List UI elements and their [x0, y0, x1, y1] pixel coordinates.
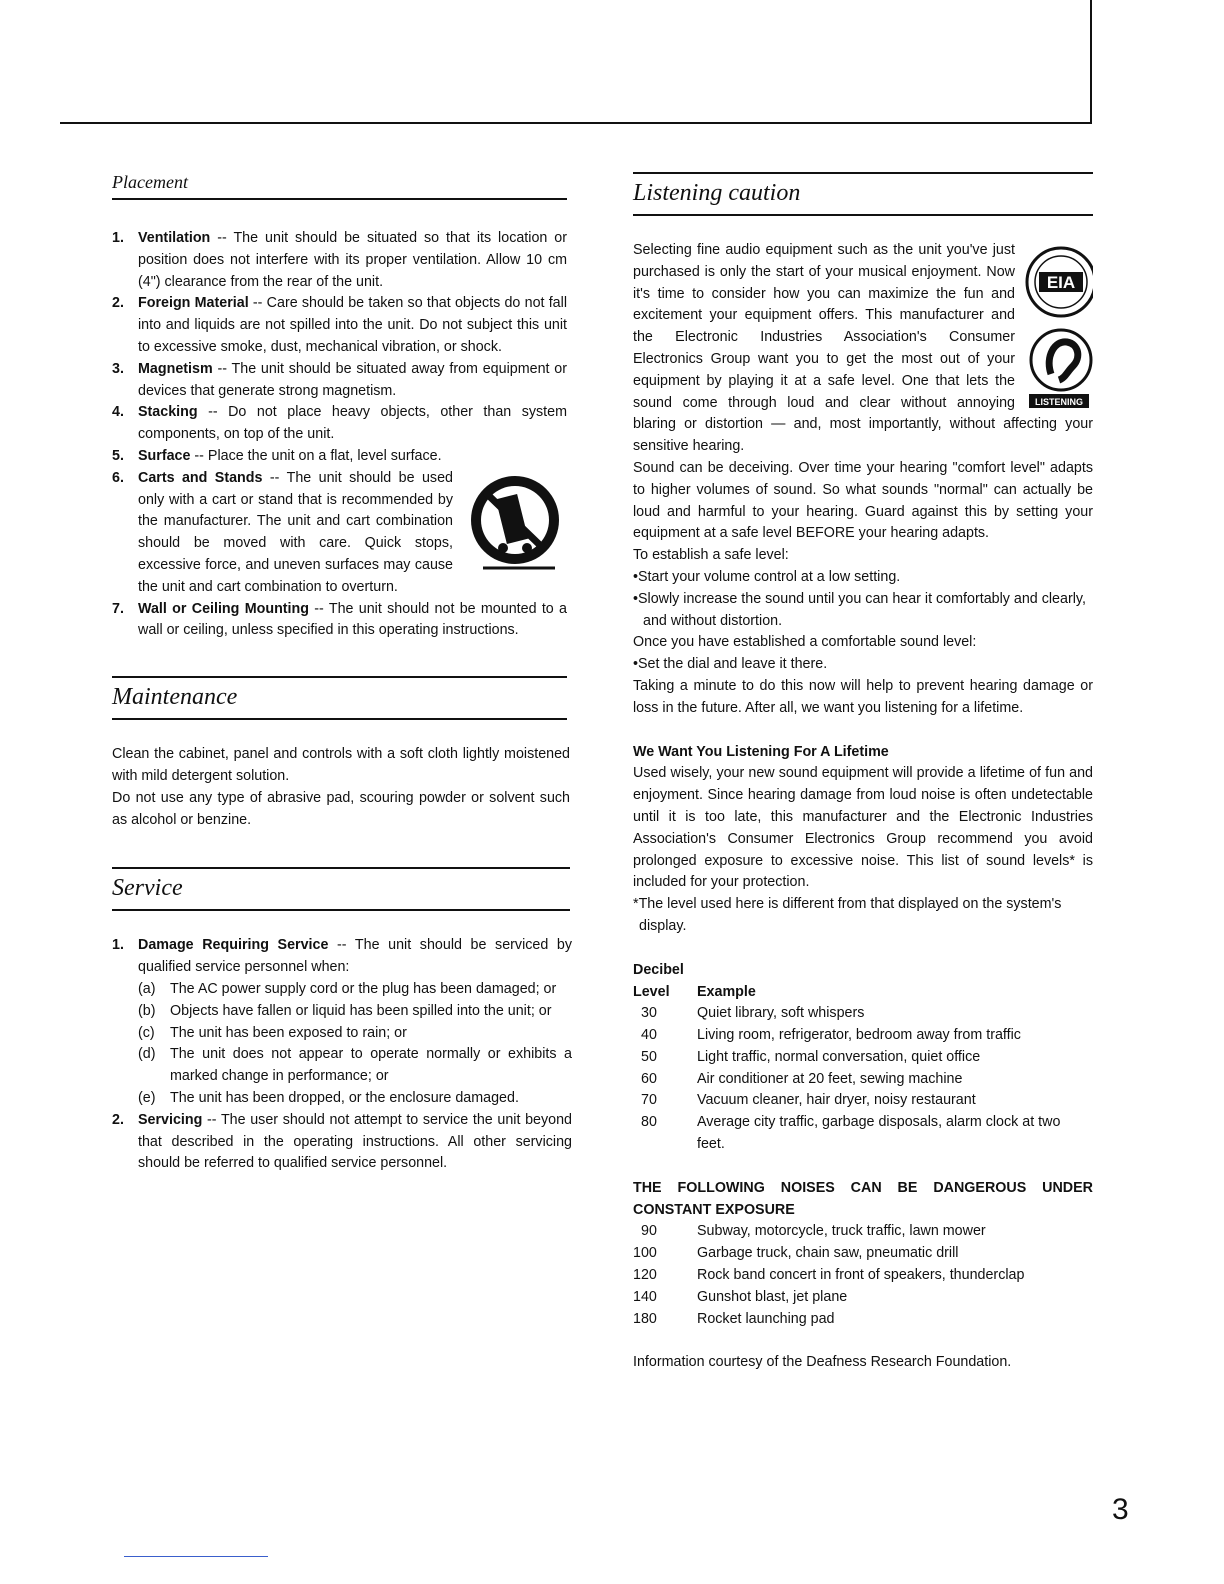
decibel-table — [633, 982, 1092, 1156]
table-row: 70 Vacuum cleaner, hair dryer, noisy restaurant — [641, 1092, 976, 1109]
placement-heading — [112, 170, 567, 200]
lifetime-heading: We Want You Listening For A Lifetime — [633, 743, 889, 760]
listening-heading — [633, 172, 1093, 216]
placement-item: 2. Foreign Material -- Care should be taken so that objects do not fall into and liquids are not spilled into the unit. Do not subject this unit to excessive smoke, dust, mechanical vibration, or shock. — [112, 295, 567, 355]
placement-item: 3. Magnetism -- The unit should be situated away from equipment or devices that generate strong magnetism. — [112, 360, 567, 399]
service-sublist — [138, 979, 572, 1110]
table-row: 60 Air conditioner at 20 feet, sewing machine — [641, 1070, 963, 1087]
table-row: 100 Garbage truck, chain saw, pneumatic drill — [633, 1245, 959, 1262]
listening-body — [633, 240, 1093, 1374]
maintenance-body — [112, 744, 570, 831]
bullet-item: •Start your volume control at a low setting. — [633, 568, 901, 585]
maintenance-heading — [112, 676, 567, 720]
placement-item: 1. Ventilation -- The unit should be situated so that its location or position does not interfere with its proper ventilation. Allow 10 cm (4") clearance from the rear of the unit. — [112, 230, 567, 290]
listening-ear-logo-icon — [1025, 326, 1093, 412]
dangerous-table — [633, 1221, 1024, 1330]
listening-title: Listening caution — [633, 180, 801, 206]
bottom-line — [124, 1556, 268, 1557]
table-row: 180 Rocket launching pad — [633, 1310, 835, 1327]
table-row: 80 Average city traffic, garbage disposals, alarm clock at two feet. — [641, 1114, 1061, 1153]
bullet-item: •Set the dial and leave it there. — [633, 656, 828, 673]
service-item: 2. Servicing -- The user should not attempt to service the unit beyond that described in the operating instructions. All other servicing should be referred to qualified service personnel. — [112, 1111, 572, 1172]
page-number: 3 — [1112, 1493, 1129, 1526]
service-subitem: (b) Objects have fallen or liquid has been spilled into the unit; or — [138, 1002, 552, 1019]
bullet-item: •Slowly increase the sound until you can hear it comfortably and clearly, and without distortion. — [633, 590, 1086, 629]
service-list — [112, 935, 572, 1175]
lifetime-text: Used wisely, your new sound equipment will provide a lifetime of fun and enjoyment. Since hearing damage from loud noise is often undetectable until it is too late, this manufacturer and the Electronic Industries Association's Consumer Electronics Group recommend you avoid prolonged exposure to excessive noise. This list of sound levels* is included for your protection. — [633, 765, 1093, 891]
cart-warning-icon — [463, 472, 567, 572]
table-row: 140 Gunshot blast, jet plane — [633, 1288, 848, 1305]
listening-intro: Selecting fine audio equipment such as the unit you've just purchased is only the start of your musical enjoyment. Now it's time to consider how you can maximize the fun and excitement your equipment offers. This manufacturer and the Electronic Industries Association's Consumer Electronics Group want you to get the most out of your equipment by playing it at a safe level. One that lets the sound come through loud and clear without annoying blaring or distortion — and, most importantly, without affecting your sensitive hearing. — [633, 242, 1093, 455]
service-subitem: (a) The AC power supply cord or the plug has been damaged; or — [138, 980, 557, 997]
left-column — [112, 170, 572, 1175]
top-frame-vertical-line — [1090, 0, 1092, 124]
table-row: 40 Living room, refrigerator, bedroom away from traffic — [641, 1027, 1021, 1044]
service-subitem: (c) The unit has been exposed to rain; or — [138, 1024, 407, 1041]
listening-paragraph: Sound can be deceiving. Over time your hearing "comfort level" adapts to higher volumes of sound. So what sounds "normal" can actually be loud and harmful to your hearing. Guard against this by setting your equipment at a safe level BEFORE your hearing adapts. — [633, 459, 1093, 542]
service-title: Service — [112, 875, 183, 902]
service-subitem: (d) The unit does not appear to operate normally or exhibits a marked change in performance; or — [138, 1046, 572, 1085]
service-item: 1. Damage Requiring Service -- The unit should be serviced by qualified service personnel when: (a) The AC power supply cord or the plug has been damaged; or (b) Objects have fallen or liquid has been spilled into the unit; or (c) The unit has been exposed to rain; or (d) The unit does not appear to operate normally or exhibits a marked change in performance; or (e) The unit has been dropped, or the enclosure damaged. — [112, 935, 572, 1109]
svg-text:EIA: EIA — [1046, 273, 1076, 292]
taking-text: Taking a minute to do this now will help to prevent hearing damage or loss in the future. After all, we want you listening for a lifetime. — [633, 677, 1093, 716]
top-frame-line — [60, 122, 1092, 124]
service-subitem: (e) The unit has been dropped, or the enclosure damaged. — [138, 1089, 519, 1106]
eia-logo-icon — [1025, 242, 1093, 322]
maintenance-paragraph: Do not use any type of abrasive pad, scouring powder or solvent such as alcohol or benzine. — [112, 789, 570, 828]
placement-item: 4. Stacking -- Do not place heavy objects, other than system components, on top of the unit. — [112, 404, 567, 443]
establish-text: To establish a safe level: — [633, 547, 789, 564]
table-row: 50 Light traffic, normal conversation, quiet office — [641, 1048, 981, 1065]
decibel-header: Decibel — [633, 961, 684, 978]
table-row: 30 Quiet library, soft whispers — [641, 1005, 865, 1022]
maintenance-paragraph: Clean the cabinet, panel and controls with a soft cloth lightly moistened with mild detergent solution. — [112, 746, 570, 784]
table-header-row: Level Example — [633, 983, 756, 1000]
maintenance-title: Maintenance — [112, 684, 238, 711]
placement-title: Placement — [112, 172, 188, 192]
footnote-text: *The level used here is different from that displayed on the system's display. — [633, 896, 1062, 934]
placement-item: 5. Surface -- Place the unit on a flat, level surface. — [112, 447, 442, 464]
placement-item: 7. Wall or Ceiling Mounting -- The unit should not be mounted to a wall or ceiling, unless specified in this operating instructions. — [112, 600, 567, 639]
table-row: 120 Rock band concert in front of speakers, thunderclap — [633, 1267, 1025, 1284]
right-column — [633, 172, 1093, 1374]
placement-item: 6. Carts and Stands -- The unit should be used only with a cart or stand that is recommended by the manufacturer. The unit and cart combination should be moved with care. Quick stops, excessive force, and uneven surfaces may cause the unit and cart combination to overturn. — [112, 468, 567, 599]
placement-list — [112, 228, 567, 642]
service-heading — [112, 867, 570, 911]
svg-text:LISTENING: LISTENING — [1034, 397, 1084, 407]
logo-column — [1025, 242, 1093, 412]
dangerous-heading: THE FOLLOWING NOISES CAN BE DANGEROUS UNDER CONSTANT EXPOSURE — [633, 1179, 1093, 1218]
once-text: Once you have established a comfortable sound level: — [633, 634, 977, 651]
table-row: 90 Subway, motorcycle, truck traffic, lawn mower — [641, 1223, 986, 1240]
courtesy-text: Information courtesy of the Deafness Research Foundation. — [633, 1354, 1012, 1371]
